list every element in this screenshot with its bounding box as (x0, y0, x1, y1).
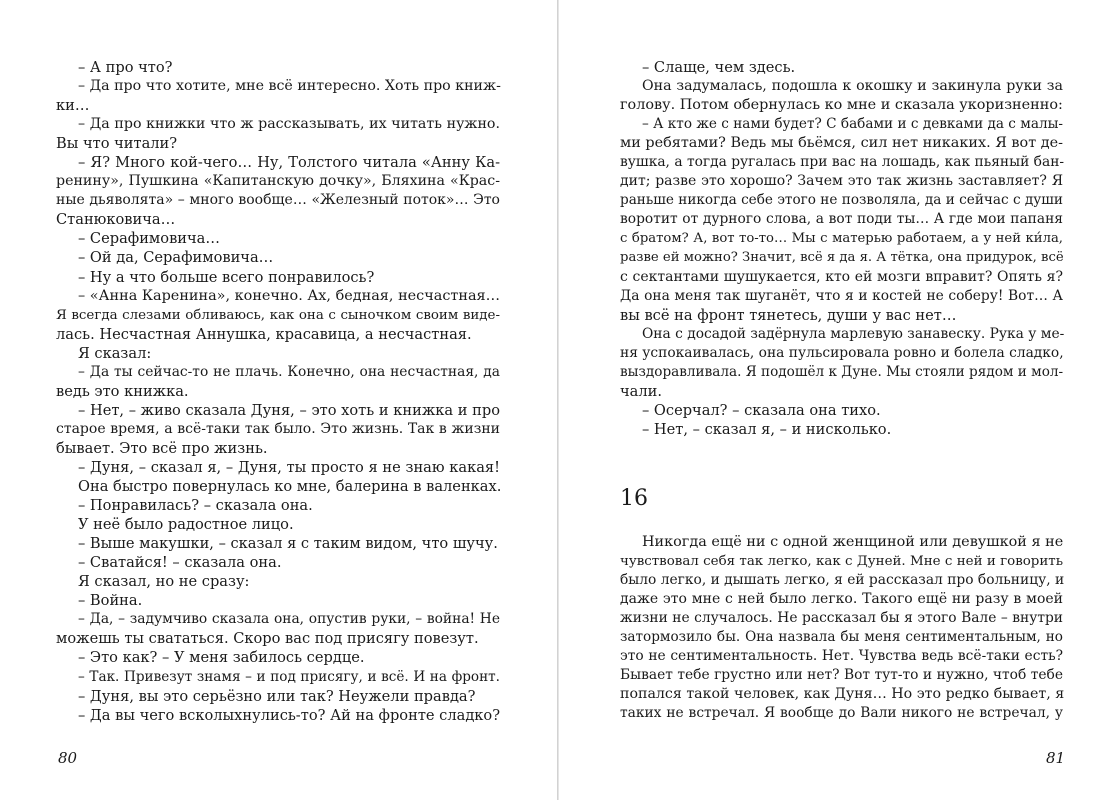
text-line: ные дьяволята» – много вообще… «Железный поток»… Это (56, 192, 500, 209)
text-line: ки… (56, 97, 90, 115)
text-line: это не сентиментальность. Нет. Чувства ведь всё-таки есть? (620, 648, 1063, 665)
text-line: выздоравливала. Я подошёл к Дуне. Мы стояли рядом и мол- (620, 363, 1064, 380)
text-line: – Дуня, – сказал я, – Дуня, ты просто я не знаю какая! (78, 458, 500, 476)
text-line: ми ребятами? Ведь мы бьёмся, сил нет никаких. Я вот де- (620, 135, 1063, 152)
text-line: с братом? А, вот то-то… Мы с матерью работаем, а у ней ки́ла, (620, 231, 1063, 247)
text-line: с сектантами шушукается, кто ей мозги вправит? Опять я? (620, 268, 1063, 285)
chapter-text (620, 533, 1063, 723)
text-line: Станюковича… (56, 211, 176, 229)
text-line: даже это мне с ней было легко. Такого ещё ни разу в моей (620, 591, 1063, 608)
text-line: таких не встречал. Я вообще до Вали никого не встречал, у (620, 705, 1063, 722)
text-line: голову. Потом обернулась ко мне и сказала укоризненно: (620, 97, 1063, 114)
text-line: Я сказал: (78, 344, 152, 362)
text-line: раньше никогда себе этого не позволяла, да и сейчас с души (620, 192, 1063, 209)
text-line: чувствовал себя так легко, как с Дуней. Мне с ней и говорить (620, 554, 1063, 570)
text-line: вы всё на фронт тянетесь, души у вас нет… (620, 306, 957, 324)
text-line: – Дуня, вы это серьёзно или так? Неужели правда? (78, 687, 476, 705)
text-line: Она задумалась, подошла к окошку и закинула руки за (642, 78, 1063, 95)
text-line: Я всегда слезами обливаюсь, как она с сыночком своим виде- (56, 307, 500, 323)
text-line: ня успокаивалась, она пульсировала ровно и болела сладко, (620, 344, 1064, 361)
text-line: ренину», Пушкина «Капитанскую дочку», Бляхина «Крас- (56, 173, 500, 190)
text-line: – Осерчал? – сказала она тихо. (642, 401, 881, 419)
text-line: – Нет, – живо сказала Дуня, – это хоть и книжка и про (78, 401, 500, 419)
text-line: – Сватайся! – сказала она. (78, 554, 282, 572)
text-line: Никогда ещё ни с одной женщиной или девушкой я не (642, 534, 1064, 550)
text-line: У неё было радостное лицо. (78, 516, 294, 534)
text-line: – Да про что хотите, мне всё интересно. Хоть про книж- (78, 78, 501, 95)
page-number-left: 80 (58, 749, 78, 767)
text-line: Она быстро повернулась ко мне, балерина в валенках. (78, 478, 502, 496)
text-line: – А кто же с нами будет? С бабами и с девками да с малы- (642, 116, 1063, 133)
text-line: было легко, и дышать легко, я ей рассказал про больницу, и (620, 572, 1065, 589)
text-line: можешь ты свататься. Скоро вас под присягу повезут. (56, 630, 479, 648)
text-line: вушка, а тогда ругалась при вас на лошадь, как пьяный бан- (620, 154, 1065, 171)
text-line: – Ну а что больше всего понравилось? (78, 268, 375, 286)
text-line: старое время, а всё-таки так было. Это жизнь. Так в жизни (56, 420, 500, 437)
right-page-text (620, 58, 1063, 439)
book-gutter (557, 0, 559, 800)
text-line: – Да, – задумчиво сказала она, опустив руки, – война! Не (78, 611, 500, 628)
text-line: попался такой человек, как Дуня… Но это редко бывает, я (620, 686, 1065, 703)
text-line: – Да вы чего всколыхнулись-то? Ай на фронте сладко? (78, 706, 501, 724)
text-line: – Выше макушки, – сказал я с таким видом, что шучу. (78, 535, 498, 553)
text-line: бывает. Это всё про жизнь. (56, 439, 268, 457)
text-line: – Так. Привезут знамя – и под присягу, и всё. И на фронт. (78, 668, 500, 685)
text-line: Вы что читали? (56, 135, 178, 153)
text-line: – Нет, – сказал я, – и нисколько. (642, 420, 892, 438)
text-line: ведь это книжка. (56, 382, 189, 400)
text-line: воротит от дурного слова, а вот поди ты… А где мои папаня (620, 211, 1063, 228)
text-line: разве ей можно? Значит, всё я да я. А тётка, она придурок, всё (620, 250, 1064, 266)
text-line: – А про что? (78, 59, 173, 76)
text-line: – Ой да, Серафимовича… (78, 249, 274, 267)
text-line: лась. Несчастная Аннушка, красавица, а несчастная. (56, 325, 472, 343)
text-line: – Это как? – У меня забилось сердце. (78, 649, 365, 667)
text-line: – Понравилась? – сказала она. (78, 497, 313, 515)
chapter-heading: 16 (620, 486, 648, 511)
text-line: – Война. (78, 592, 143, 610)
text-line: Бывает тебе грустно или нет? Вот тут-то и нужно, чтоб тебе (620, 667, 1063, 684)
text-line: затормозило бы. Она назвала бы меня сентиментальным, но (620, 629, 1063, 646)
text-line: – Да про книжки что ж рассказывать, их читать нужно. (78, 116, 500, 133)
text-line: Да она меня так шуганёт, что я и костей не соберу! Вот… А (620, 287, 1063, 304)
text-line: чали. (620, 382, 662, 400)
text-line: жизни не случалось. Не рассказал бы я этого Вале – внутри (620, 610, 1063, 627)
text-line: – Слаще, чем здесь. (642, 59, 796, 76)
text-line: – «Анна Каренина», конечно. Ах, бедная, несчастная… (78, 287, 500, 304)
text-line: дит; разве это хорошо? Зачем это так жизнь заставляет? Я (620, 173, 1063, 190)
text-line: – Серафимовича… (78, 230, 220, 248)
text-line: Она с досадой задёрнула марлевую занавеску. Рука у ме- (642, 325, 1065, 342)
page-number-right: 81 (1046, 749, 1066, 767)
text-line: Я сказал, но не сразу: (78, 573, 250, 591)
left-page-text (56, 58, 500, 725)
text-line: – Я? Много кой-чего… Ну, Толстого читала «Анну Ка- (78, 154, 500, 172)
text-line: – Да ты сейчас-то не плачь. Конечно, она несчастная, да (78, 363, 500, 380)
